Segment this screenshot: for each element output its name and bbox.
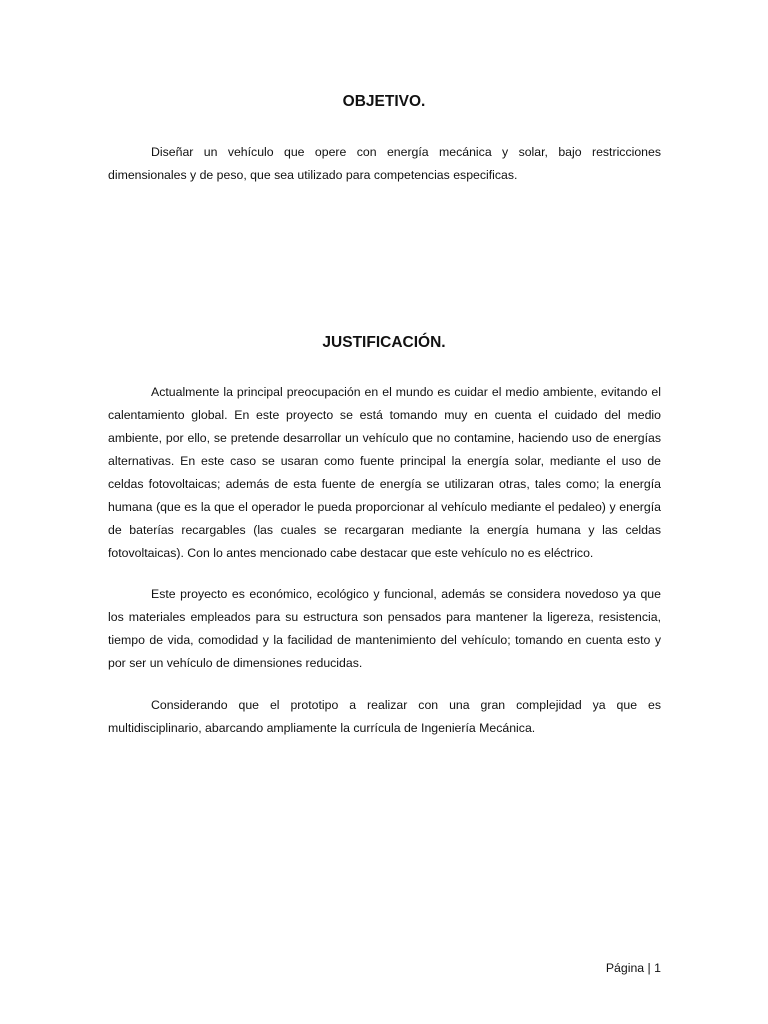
page-number: Página | 1 <box>605 961 661 975</box>
paragraph-justificacion-1: Actualmente la principal preocupación en el mundo es cuidar el medio ambiente, evitando el calentamiento global. En este proyecto se está tomando muy en cuenta el cuidado del medio ambiente, por ello, se pretende desarrollar un vehículo que no contamine, haciendo uso de energías alternativas. En este caso se usaran como fuente principal la energía solar, mediante el uso de celdas fotovoltaicas; además de esta fuente de energía se utilizaran otras, tales como; la energía humana (que es la que el operador le pueda proporcionar al vehículo mediante el pedaleo) y energía de baterías recargables (las cuales se recargaran mediante la energía humana y las celdas fotovoltaicas). Con lo antes mencionado cabe destacar que este vehículo no es eléctrico. <box>108 385 661 560</box>
paragraph-justificacion-2: Este proyecto es económico, ecológico y funcional, además se considera novedoso ya que los materiales empleados para su estructura son pensados para mantener la ligereza, resistencia, tiempo de vida, comodidad y la facilidad de mantenimiento del vehículo; tomando en cuenta esto y por ser un vehículo de dimensiones reducidas. <box>108 587 661 670</box>
paragraph-objetivo: Diseñar un vehículo que opere con energía mecánica y solar, bajo restricciones dimensionales y de peso, que sea utilizado para competencias especificas. <box>108 145 661 182</box>
section-heading-justificacion: JUSTIFICACIÓN. <box>322 334 446 351</box>
paragraph-justificacion-3: Considerando que el prototipo a realizar con una gran complejidad ya que es multidisciplinario, abarcando ampliamente la currícula de Ingeniería Mecánica. <box>108 698 661 735</box>
section-heading-objetivo: OBJETIVO. <box>342 93 426 110</box>
